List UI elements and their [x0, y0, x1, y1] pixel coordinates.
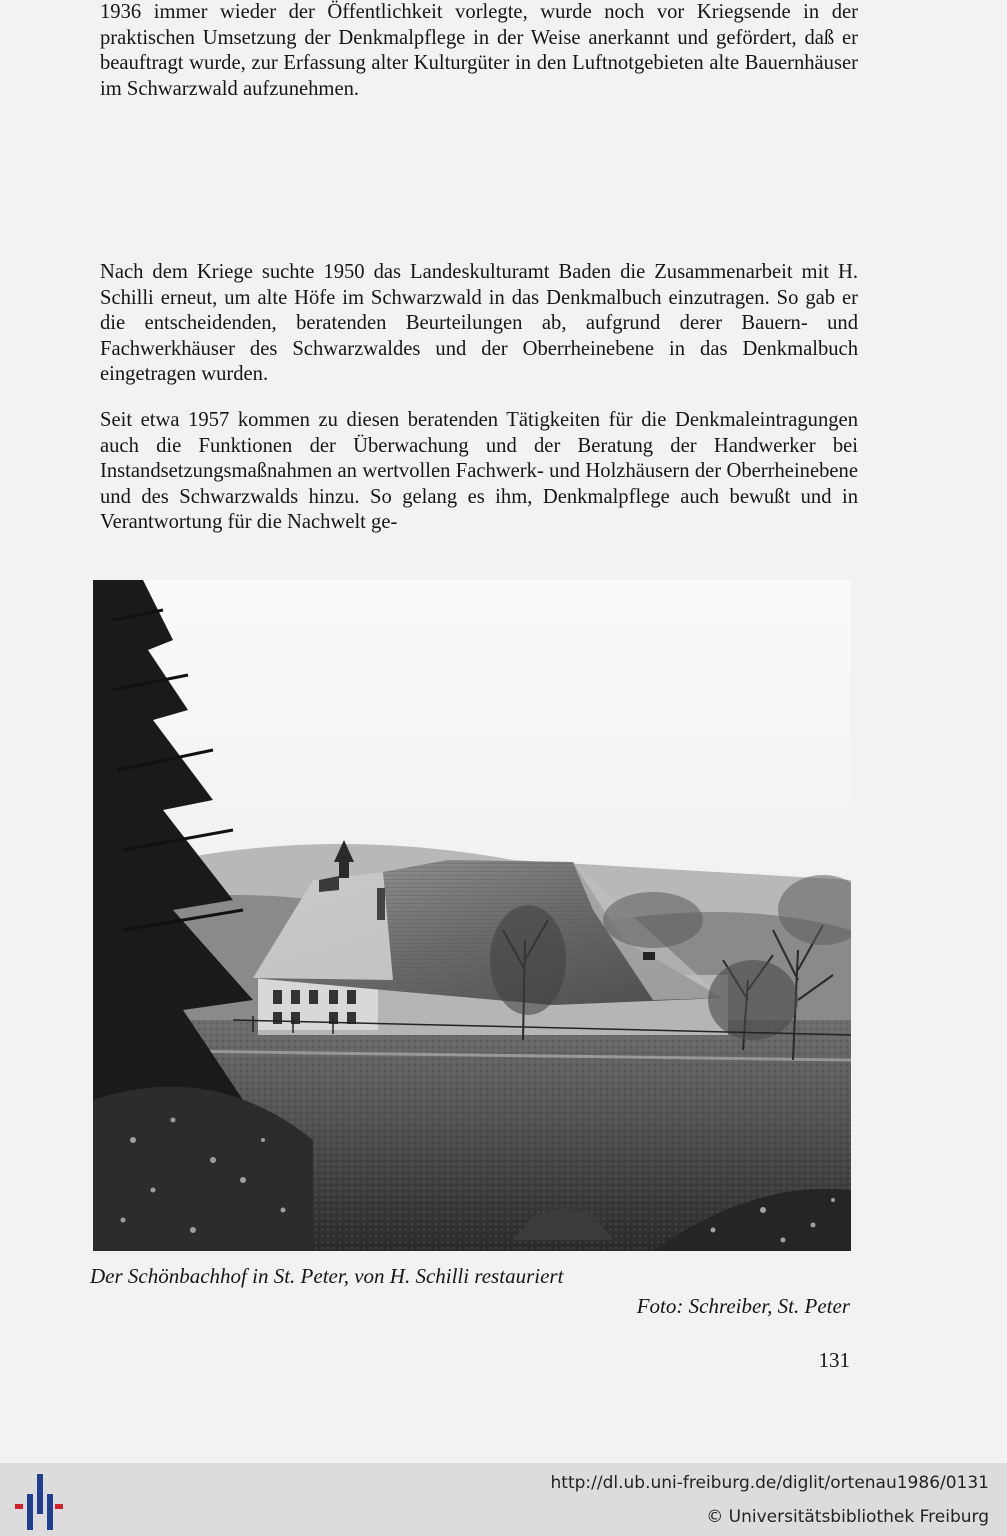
paragraph-2: Nach dem Kriege suchte 1950 das Landeskulturamt Baden die Zusammenarbeit mit H. Schilli erneut, um alte Höfe im Schwarzwald in das Denkmalbuch einzutragen. So gab er die entscheidenden, beratenden Beurteilungen ab, aufgrund derer Bauern- und Fachwerkhäuser des Schwarzwaldes und der Oberrheinebene in das Denkmalbuch eingetragen wurden. — [100, 261, 858, 386]
page-number: 131 — [818, 1348, 850, 1372]
body-text-2 — [100, 260, 858, 388]
body-text-3 — [100, 408, 858, 536]
permalink-url[interactable]: http://dl.ub.uni-freiburg.de/diglit/ortenau1986/0131 — [550, 1473, 989, 1493]
library-footer — [0, 1463, 1007, 1536]
paragraph-3: Seit etwa 1957 kommen zu diesen beratenden Tätigkeiten für die Denkmaleintragungen auch die Funktionen der Überwachung und der Beratung der Handwerker bei Instandsetzungsmaßnahmen an wertvollen Fachwerk- und Holzhäusern der Oberrheinebene und des Schwarzwalds hinzu. So gelang es ihm, Denkmalpflege auch bewußt und in Verantwortung für die Nachwelt ge- — [100, 409, 858, 534]
figure-caption: Der Schönbachhof in St. Peter, von H. Schilli restauriert — [90, 1264, 564, 1288]
paragraph-1: 1936 immer wieder der Öffentlichkeit vorlegte, wurde noch vor Kriegsende in der praktischen Umsetzung der Denkmalpflege in der Weise anerkannt und gefördert, daß er beauftragt wurde, zur Erfassung alter Kulturgüter in den Luftnotgebieten alte Bauernhäuser im Schwarzwald aufzunehmen. — [100, 1, 858, 100]
library-logo-icon — [12, 1474, 64, 1530]
photo-credit: Foto: Schreiber, St. Peter — [636, 1294, 850, 1318]
copyright-notice: © Universitätsbibliothek Freiburg — [706, 1507, 989, 1527]
farmhouse-photo — [93, 580, 851, 1251]
